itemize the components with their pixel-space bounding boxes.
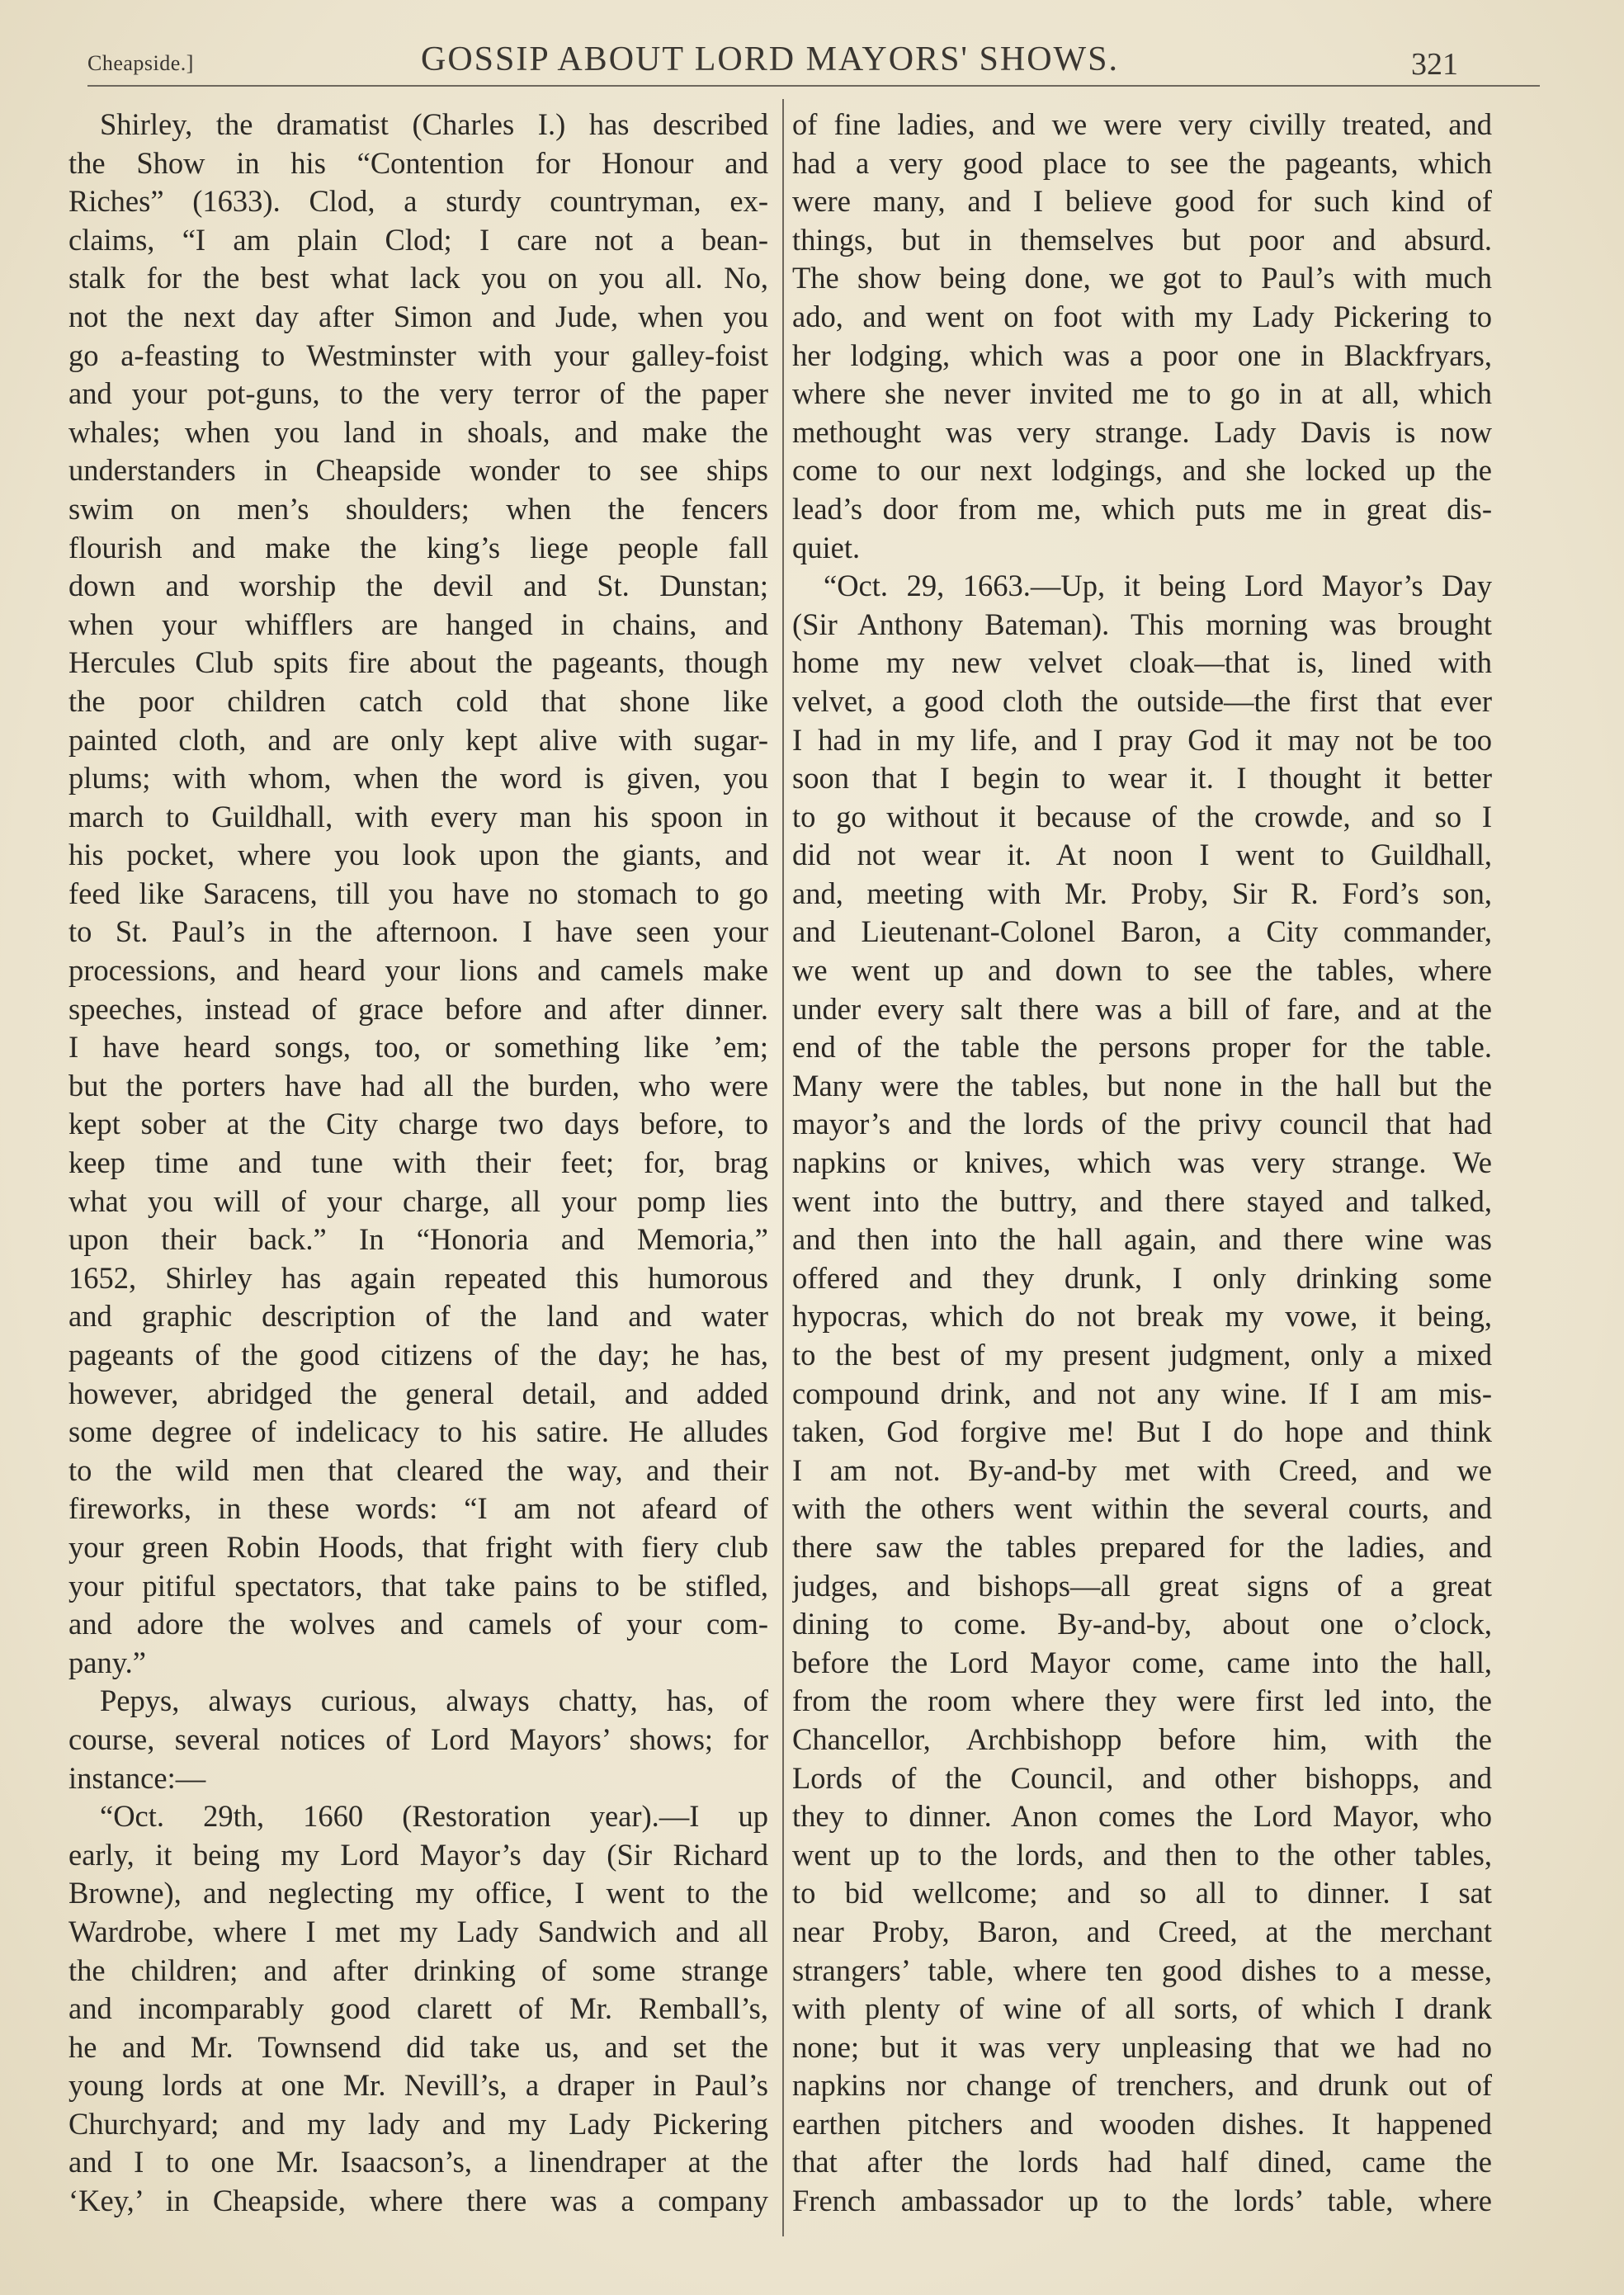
text-line: and I to one Mr. Isaacson’s, a linendraper at the — [68, 2145, 768, 2179]
text-line: processions, and heard your lions and camels make — [68, 953, 768, 988]
text-line: soon that I begin to wear it. I thought it better — [792, 761, 1492, 796]
text-line: dining to come. By-and-by, about one o’clock, — [792, 1607, 1492, 1641]
text-line: (Sir Anthony Bateman). This morning was brought — [792, 607, 1492, 641]
text-line: the Show in his “Contention for Honour and — [68, 145, 768, 180]
text-line: French ambassador up to the lords’ table, where — [792, 2184, 1492, 2218]
text-line: things, but in themselves but poor and absurd. — [792, 222, 1492, 257]
text-line: pageants of the good citizens of the day; he has, — [68, 1338, 768, 1372]
page-header — [66, 33, 1568, 91]
text-line: Wardrobe, where I met my Lady Sandwich and all — [68, 1914, 768, 1948]
text-line: were many, and I believe good for such kind of — [792, 184, 1492, 219]
running-head-title: GOSSIP ABOUT LORD MAYORS' SHOWS. — [421, 40, 1120, 78]
text-line: instance:— — [68, 1760, 206, 1795]
text-line: but the porters have had all the burden, who were — [68, 1068, 768, 1103]
text-line: he and Mr. Townsend did take us, and set the — [68, 2029, 768, 2064]
text-line: Hercules Club spits fire about the pageants, though — [68, 645, 768, 680]
text-line: painted cloth, and are only kept alive with sugar- — [68, 722, 768, 757]
text-line: come to our next lodgings, and she locked up the — [792, 453, 1492, 488]
text-line: speeches, instead of grace before and after dinner. — [68, 991, 768, 1026]
text-line: we went up and down to see the tables, where — [792, 953, 1492, 988]
text-line: end of the table the persons proper for the table. — [792, 1030, 1492, 1065]
text-line: keep time and tune with their feet; for, brag — [68, 1145, 768, 1180]
header-rule — [87, 85, 1540, 87]
text-line: and, meeting with Mr. Proby, Sir R. Ford’s son, — [792, 876, 1492, 910]
right-column — [792, 106, 1492, 2221]
text-line: swim on men’s shoulders; when the fencers — [68, 491, 768, 526]
text-line: your pitiful spectators, that take pains to be stifled, — [68, 1568, 768, 1603]
text-line: “Oct. 29, 1663.—Up, it being Lord Mayor’s Day — [824, 569, 1492, 603]
text-line: claims, “I am plain Clod; I care not a bean- — [68, 222, 768, 257]
text-line: understanders in Cheapside wonder to see ships — [68, 453, 768, 488]
text-line: upon their back.” In “Honoria and Memoria,” — [68, 1222, 768, 1257]
text-line: to the wild men that cleared the way, and their — [68, 1452, 768, 1487]
text-line: 1652, Shirley has again repeated this humorous — [68, 1260, 768, 1295]
text-line: did not wear it. At noon I went to Guildhall, — [792, 838, 1492, 872]
text-line: hypocras, which do not break my vowe, it being, — [792, 1299, 1492, 1334]
text-line: offered and they drunk, I only drinking some — [792, 1260, 1492, 1295]
text-line: they to dinner. Anon comes the Lord Mayor, who — [792, 1799, 1492, 1834]
text-line: there saw the tables prepared for the ladies, and — [792, 1529, 1492, 1564]
text-line: taken, God forgive me! But I do hope and think — [792, 1414, 1492, 1449]
text-line: Lords of the Council, and other bishopps, and — [792, 1760, 1492, 1795]
text-line: what you will of your charge, all your pomp lies — [68, 1183, 768, 1218]
text-line: stalk for the best what lack you on you all. No, — [68, 261, 768, 295]
text-line: Browne), and neglecting my office, I went to the — [68, 1876, 768, 1910]
text-line: and incomparably good clarett of Mr. Remball’s, — [68, 1991, 768, 2026]
text-line: of fine ladies, and we were very civilly treated, and — [792, 107, 1492, 141]
text-line: ‘Key,’ in Cheapside, where there was a company — [68, 2184, 768, 2218]
text-line: I have heard songs, too, or something like ’em; — [68, 1030, 768, 1065]
page-number: 321 — [1411, 47, 1458, 82]
text-line: march to Guildhall, with every man his spoon in — [68, 799, 768, 833]
left-column — [68, 106, 768, 2221]
text-line: earthen pitchers and wooden dishes. It happened — [792, 2106, 1492, 2141]
text-line: with the others went within the several courts, and — [792, 1491, 1492, 1526]
running-head-section: Cheapside.] — [87, 51, 194, 75]
text-line: and Lieutenant-Colonel Baron, a City commander, — [792, 914, 1492, 949]
text-line: went into the buttry, and there stayed and talked, — [792, 1183, 1492, 1218]
text-line: near Proby, Baron, and Creed, at the merchant — [792, 1914, 1492, 1948]
text-line: with plenty of wine of all sorts, of which I drank — [792, 1991, 1492, 2026]
text-line: napkins or knives, which was very strange. We — [792, 1145, 1492, 1180]
text-line: from the room where they were first led into, the — [792, 1683, 1492, 1718]
text-line: down and worship the devil and St. Dunstan; — [68, 569, 768, 603]
text-line: the poor children catch cold that shone like — [68, 683, 768, 718]
text-line: I am not. By-and-by met with Creed, and we — [792, 1452, 1492, 1487]
text-line: under every salt there was a bill of fare, and at the — [792, 991, 1492, 1026]
text-line: your green Robin Hoods, that fright with fiery club — [68, 1529, 768, 1564]
text-line: napkins nor change of trenchers, and drunk out of — [792, 2068, 1492, 2103]
text-line: and your pot-guns, to the very terror of the paper — [68, 376, 768, 411]
text-line: some degree of indelicacy to his satire. He alludes — [68, 1414, 768, 1449]
text-line: and then into the hall again, and there wine was — [792, 1222, 1492, 1257]
text-line: to go without it because of the crowde, and so I — [792, 799, 1492, 833]
text-line: feed like Saracens, till you have no stomach to go — [68, 876, 768, 910]
text-line: plums; with whom, when the word is given, you — [68, 761, 768, 796]
text-line: methought was very strange. Lady Davis is now — [792, 414, 1492, 449]
text-line: young lords at one Mr. Nevill’s, a draper in Paul’s — [68, 2068, 768, 2103]
column-divider — [782, 99, 784, 2236]
text-line: to bid wellcome; and so all to dinner. I sat — [792, 1876, 1492, 1910]
text-line: course, several notices of Lord Mayors’ shows; for — [68, 1721, 768, 1756]
text-line: his pocket, where you look upon the giants, and — [68, 838, 768, 872]
text-line: whales; when you land in shoals, and make the — [68, 414, 768, 449]
text-line: Pepys, always curious, always chatty, has, of — [100, 1683, 768, 1718]
text-line: to the best of my present judgment, only a mixed — [792, 1338, 1492, 1372]
text-line: to St. Paul’s in the afternoon. I have seen your — [68, 914, 768, 949]
text-line: I had in my life, and I pray God it may not be too — [792, 722, 1492, 757]
text-line: Shirley, the dramatist (Charles I.) has described — [100, 107, 768, 141]
text-line: before the Lord Mayor come, came into the hall, — [792, 1645, 1492, 1679]
text-line: The show being done, we got to Paul’s with much — [792, 261, 1492, 295]
text-line: go a-feasting to Westminster with your galley-foist — [68, 338, 768, 372]
text-line: went up to the lords, and then to the other tables, — [792, 1837, 1492, 1872]
text-line: ado, and went on foot with my Lady Pickering to — [792, 299, 1492, 333]
text-line: her lodging, which was a poor one in Blackfryars, — [792, 338, 1492, 372]
text-line: not the next day after Simon and Jude, when you — [68, 299, 768, 333]
text-line: early, it being my Lord Mayor’s day (Sir Richard — [68, 1837, 768, 1872]
text-line: the children; and after drinking of some strange — [68, 1953, 768, 1987]
text-line: Churchyard; and my lady and my Lady Pickering — [68, 2106, 768, 2141]
text-line: fireworks, in these words: “I am not afeard of — [68, 1491, 768, 1526]
text-line: kept sober at the City charge two days before, to — [68, 1107, 768, 1141]
text-line: and adore the wolves and camels of your com- — [68, 1607, 768, 1641]
text-line: where she never invited me to go in at all, which — [792, 376, 1492, 411]
text-line: Many were the tables, but none in the hall but the — [792, 1068, 1492, 1103]
text-line: judges, and bishops—all great signs of a great — [792, 1568, 1492, 1603]
text-line: home my new velvet cloak—that is, lined with — [792, 645, 1492, 680]
text-line: “Oct. 29th, 1660 (Restoration year).—I up — [100, 1799, 768, 1834]
text-line: had a very good place to see the pageants, which — [792, 145, 1492, 180]
text-line: velvet, a good cloth the outside—the first that ever — [792, 683, 1492, 718]
text-line: mayor’s and the lords of the privy council that had — [792, 1107, 1492, 1141]
text-line: Chancellor, Archbishopp before him, with the — [792, 1721, 1492, 1756]
text-line: quiet. — [792, 530, 861, 564]
text-line: that after the lords had half dined, came the — [792, 2145, 1492, 2179]
text-line: lead’s door from me, which puts me in great dis- — [792, 491, 1492, 526]
text-line: none; but it was very unpleasing that we had no — [792, 2029, 1492, 2064]
text-line: strangers’ table, where ten good dishes to a messe, — [792, 1953, 1492, 1987]
text-line: when your whifflers are hanged in chains, and — [68, 607, 768, 641]
text-line: flourish and make the king’s liege people fall — [68, 530, 768, 564]
text-line: however, abridged the general detail, and added — [68, 1376, 768, 1410]
text-line: and graphic description of the land and water — [68, 1299, 768, 1334]
text-line: Riches” (1633). Clod, a sturdy countryman, ex- — [68, 184, 768, 219]
text-line: pany.” — [68, 1645, 146, 1679]
text-line: compound drink, and not any wine. If I am mis- — [792, 1376, 1492, 1410]
